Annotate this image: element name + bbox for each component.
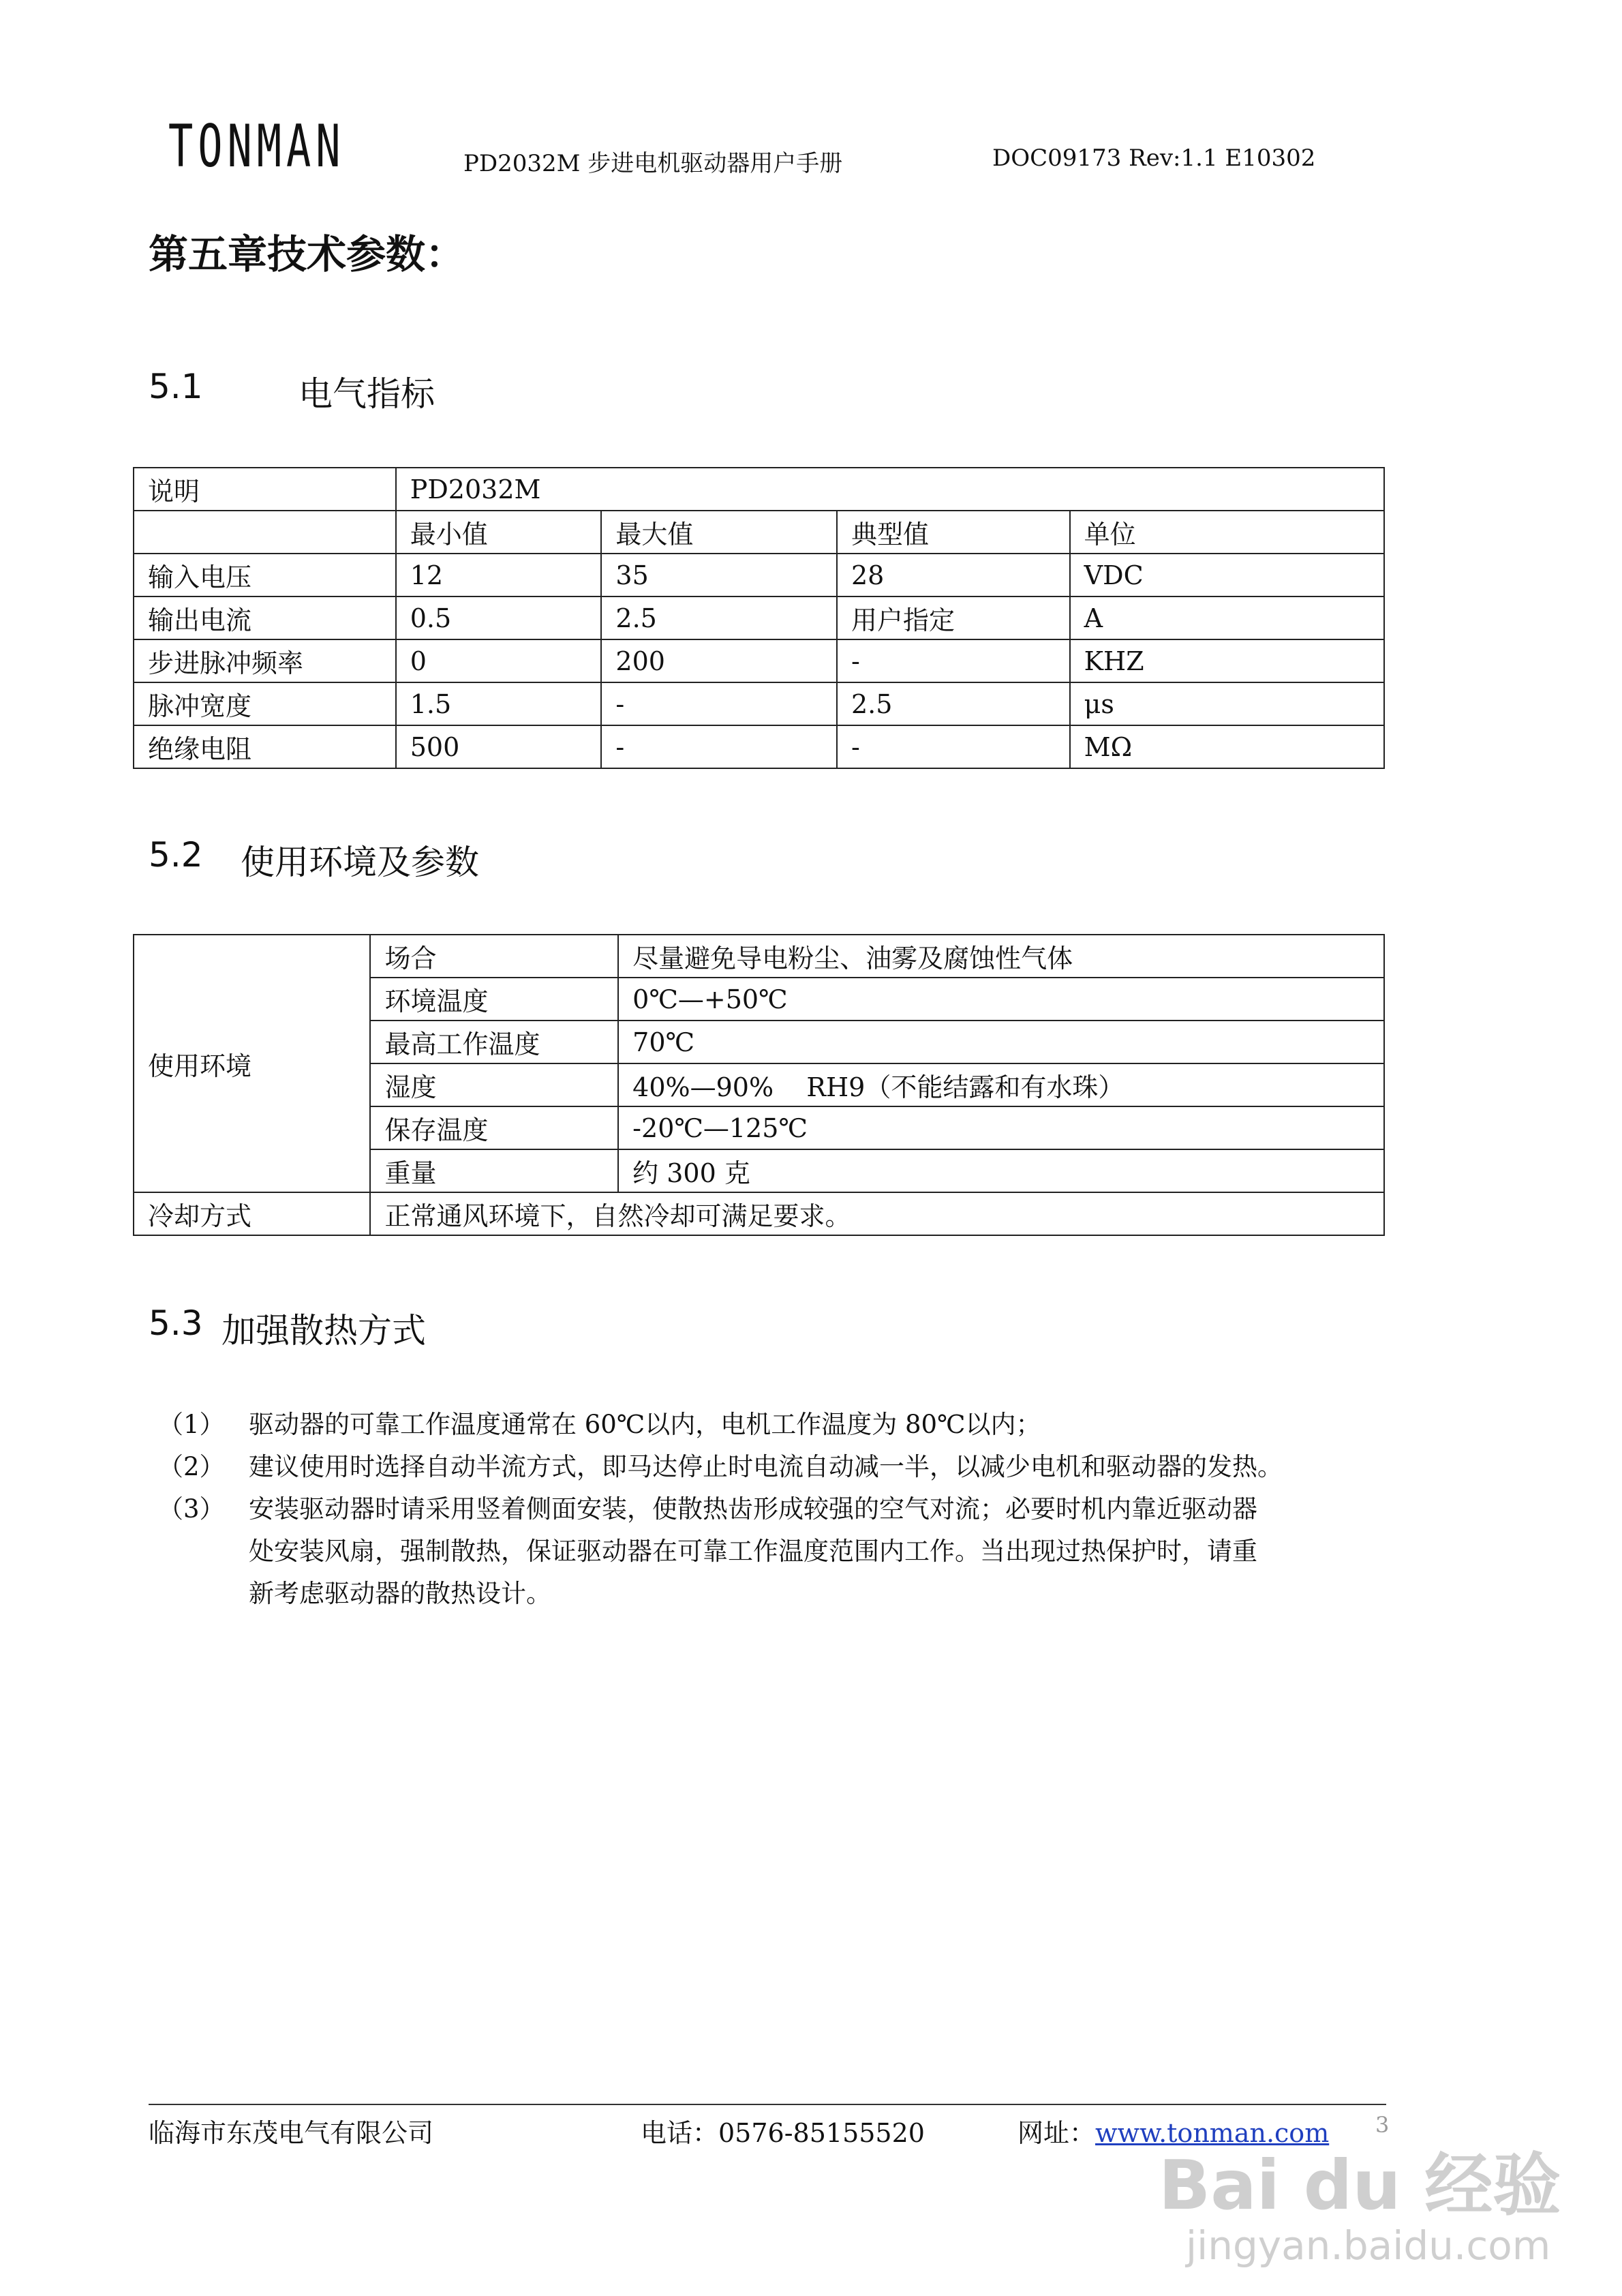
table-cell: 用户指定 [837,596,1070,639]
table-cell: PD2032M [396,468,1384,511]
table-cell: 28 [837,554,1070,596]
footer-company: 临海市东茂电气有限公司 [149,2118,434,2148]
table-cell: 35 [601,554,837,596]
table-cell: 0.5 [396,596,602,639]
table-cell: 12 [396,554,602,596]
table-cell: - [601,725,837,768]
table-cell: 0 [396,639,602,682]
table-cell: 70℃ [618,1021,1384,1063]
table-cell: 正常通风环境下，自然冷却可满足要求。 [370,1192,1384,1235]
table-cell: KHZ [1070,639,1384,682]
table-cell: - [837,725,1070,768]
table-cell: 0℃—+50℃ [618,978,1384,1021]
table-header-cell: 最小值 [396,511,602,554]
table-cell [134,511,396,554]
list-item-continuation: 新考虑驱动器的散热设计。 [249,1579,551,1608]
table-cell: 步进脉冲频率 [134,639,396,682]
table-row [134,554,1384,596]
table-cell: 场合 [370,935,618,978]
section-5-2-number: 5.2 [149,835,203,875]
table-cell: 200 [601,639,837,682]
table-row [134,682,1384,725]
chapter-title: 第五章技术参数： [149,231,465,277]
section-5-1-title: 电气指标 [299,374,435,414]
list-item: 驱动器的可靠工作温度通常在 60℃以内，电机工作温度为 80℃以内； [249,1410,1041,1439]
table-cell: 尽量避免导电粉尘、油雾及腐蚀性气体 [618,935,1384,978]
footer-website-label: 网址： [1017,2118,1096,2148]
table-cell: 输入电压 [134,554,396,596]
header-doc-number: DOC09173 Rev:1.1 E10302 [992,145,1316,172]
footer-phone: 电话：0576-85155520 [641,2118,925,2148]
table-cell: 绝缘电阻 [134,725,396,768]
website-link[interactable]: www.tonman.com [1095,2118,1330,2148]
table-header-cell: 最大值 [601,511,837,554]
table-cell: 环境温度 [370,978,618,1021]
list-item-marker: （1） [158,1410,225,1439]
table-cell: VDC [1070,554,1384,596]
table-cell: 脉冲宽度 [134,682,396,725]
table-row [134,596,1384,639]
table-cell: 2.5 [601,596,837,639]
footer-divider [149,2104,1386,2105]
table-cell: - [837,639,1070,682]
table-cell: 冷却方式 [134,1192,370,1235]
table-header-cell: 典型值 [837,511,1070,554]
table-cell: μs [1070,682,1384,725]
section-5-3-title: 加强散热方式 [221,1311,426,1350]
list-item-marker: （2） [158,1452,225,1481]
table-cell: 湿度 [370,1063,618,1106]
table-row [134,639,1384,682]
table-row [134,511,1384,554]
table-cell: 1.5 [396,682,602,725]
table-cell: 重量 [370,1149,618,1192]
table-cell: 说明 [134,468,396,511]
table-row [134,725,1384,768]
table-row [134,1192,1384,1235]
list-item: 安装驱动器时请采用竖着侧面安装，使散热齿形成较强的空气对流；必要时机内靠近驱动器 [249,1494,1257,1524]
table-cell: 保存温度 [370,1106,618,1149]
table-cell: 使用环境 [134,935,370,1192]
section-5-1-number: 5.1 [149,367,203,406]
table-cell: MΩ [1070,725,1384,768]
table-row [134,468,1384,511]
watermark-brand: Bai du 经验 [1159,2145,1561,2225]
table-cell: A [1070,596,1384,639]
table-cell: 最高工作温度 [370,1021,618,1063]
table-header-cell: 单位 [1070,511,1384,554]
page-number: 3 [1375,2112,1390,2138]
list-item-marker: （3） [158,1494,225,1524]
table-cell: - [601,682,837,725]
table-cell: 500 [396,725,602,768]
header-title: PD2032M 步进电机驱动器用户手册 [463,150,843,177]
environment-table [133,934,1385,1236]
list-item-continuation: 处安装风扇，强制散热，保证驱动器在可靠工作温度范围内工作。当出现过热保护时，请重 [249,1537,1257,1566]
electrical-specs-table [133,467,1385,769]
section-5-3-number: 5.3 [149,1303,203,1343]
table-row [134,935,1384,978]
table-cell: -20℃—125℃ [618,1106,1384,1149]
list-item: 建议使用时选择自动半流方式，即马达停止时电流自动减一半，以减少电机和驱动器的发热。 [249,1452,1283,1481]
table-cell: 约 300 克 [618,1149,1384,1192]
table-cell: 2.5 [837,682,1070,725]
watermark-url: jingyan.baidu.com [1186,2222,1551,2269]
section-5-2-title: 使用环境及参数 [241,843,479,882]
company-logo: TONMAN [168,112,346,181]
table-cell: 40%—90% RH9（不能结露和有水珠） [618,1063,1384,1106]
table-cell: 输出电流 [134,596,396,639]
